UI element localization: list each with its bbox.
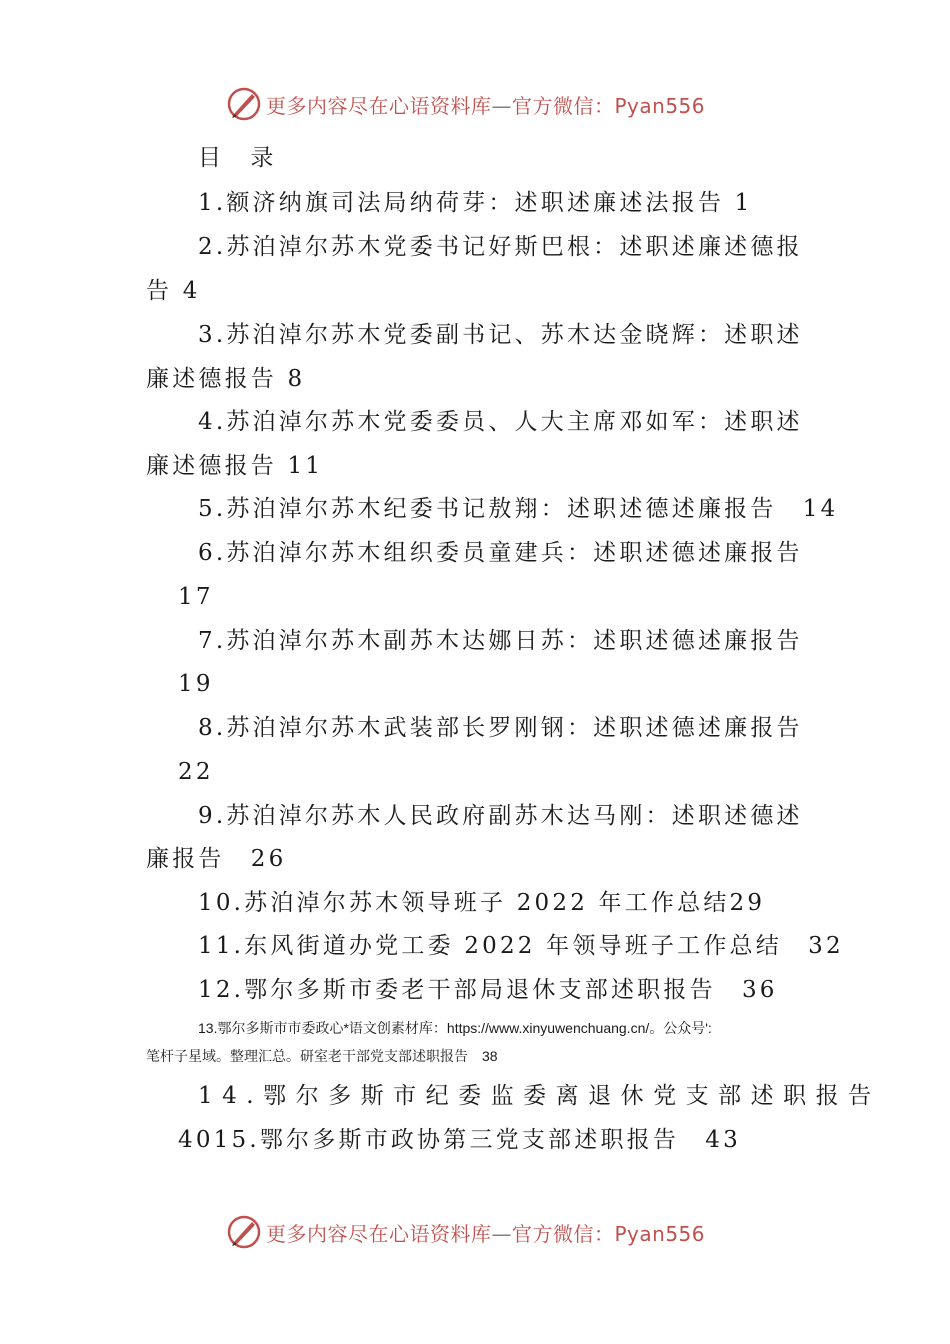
header-banner xyxy=(226,84,705,124)
banner-text: 更多内容尽在心语资料库—官方微信：Pyan556 xyxy=(266,93,706,118)
toc-line: 廉报告 26 xyxy=(146,846,287,872)
toc-line: 5.苏泊淖尔苏木纪委书记敖翔：述职述德述廉报告 14 xyxy=(198,496,839,522)
pen-logo-icon xyxy=(226,1214,262,1250)
toc-line: 9.苏泊淖尔苏木人民政府副苏木达马刚：述职述德述 xyxy=(198,803,803,829)
footer-banner xyxy=(226,1212,705,1252)
banner-text: 更多内容尽在心语资料库—官方微信：Pyan556 xyxy=(266,1221,706,1246)
toc-heading: 目 录 xyxy=(198,145,277,171)
toc-line: 10.苏泊淖尔苏木领导班子 2022 年工作总结29 xyxy=(198,890,766,916)
toc-line: 2.苏泊淖尔苏木党委书记好斯巴根：述职述廉述德报 xyxy=(198,234,803,260)
toc-line: 告 4 xyxy=(146,278,201,304)
toc-line: 11.东风街道办党工委 2022 年领导班子工作总结 32 xyxy=(198,933,844,959)
toc-line: 4.苏泊淖尔苏木党委委员、人大主席邓如军：述职述 xyxy=(198,409,803,435)
toc-line: 8.苏泊淖尔苏木武装部长罗刚钢：述职述德述廉报告 xyxy=(198,715,803,741)
toc-line: 廉述德报告 11 xyxy=(146,453,324,479)
toc-line: 12.鄂尔多斯市委老干部局退休支部述职报告 36 xyxy=(198,977,778,1003)
pen-logo-icon xyxy=(226,86,262,122)
toc-line: 3.苏泊淖尔苏木党委副书记、苏木达金晓辉：述职述 xyxy=(198,322,803,348)
toc-line: 19 xyxy=(178,671,214,697)
toc-line: 1.额济纳旗司法局纳荷芽：述职述廉述法报告 1 xyxy=(198,190,753,216)
toc-line: 4015.鄂尔多斯市政协第三党支部述职报告 43 xyxy=(178,1127,741,1153)
toc-line-small: 13.鄂尔多斯市市委政心*语文创素材库：https://www.xinyuwenchuang.cn/。公众号': xyxy=(198,1020,712,1036)
toc-line: 7.苏泊淖尔苏木副苏木达娜日苏：述职述德述廉报告 xyxy=(198,628,803,654)
toc-line: 17 xyxy=(178,584,214,610)
toc-line: 22 xyxy=(178,759,214,785)
toc-line-small: 笔杆子星域。整理汇总。研室老干部党支部述职报告 38 xyxy=(146,1048,498,1064)
toc-line: 14.鄂尔多斯市纪委监委离退休党支部述职报告 xyxy=(198,1083,881,1109)
toc-line: 6.苏泊淖尔苏木组织委员童建兵：述职述德述廉报告 xyxy=(198,540,803,566)
toc-line: 廉述德报告 8 xyxy=(146,366,306,392)
